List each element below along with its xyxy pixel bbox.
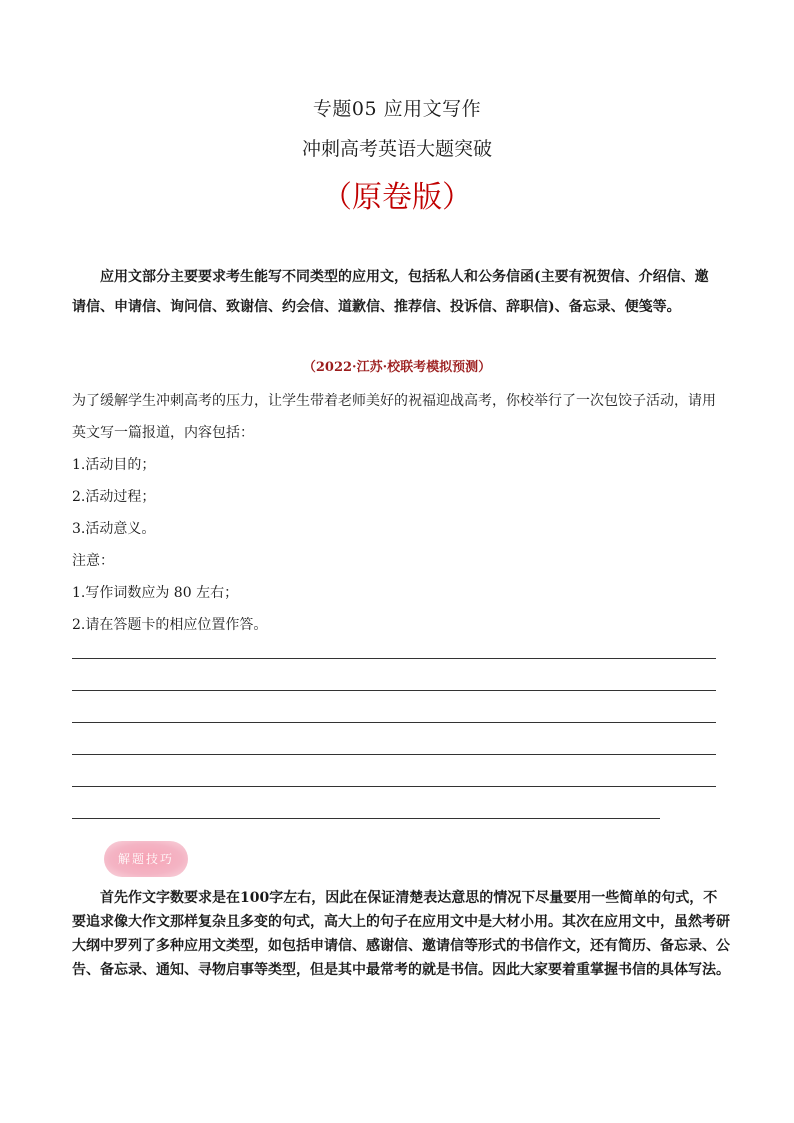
answer-line [72,658,716,659]
question-source: （2022·江苏·校联考模拟预测） [302,360,492,375]
intro-paragraph: 应用文部分主要要求考生能写不同类型的应用文，包括私人和公务信函(主要有祝贺信、介绍信、邀请信、申请信、询问信、致谢信、约会信、道歉信、推荐信、投诉信、辞职信)、备忘录、便笺等。 [72,269,709,315]
topic-title: 专题05 应用文写作 [312,98,482,120]
question-body [72,385,722,641]
note-item: 2.请在答题卡的相应位置作答。 [72,617,268,633]
answer-line [72,722,716,723]
answer-line [72,754,716,755]
note-item: 1.写作词数应为 80 左右； [72,585,239,601]
point-item: 1.活动目的； [72,457,156,473]
subtitle: 冲刺高考英语大题突破 [301,138,492,160]
tips-paragraph: 首先作文字数要求是在100字左右，因此在保证清楚表达意思的情况下尽量要用一些简单的句式，不要追求像大作文那样复杂且多变的句式，高大上的句子在应用文中是大材小用。其次在应用文中，虽然考研大纲中罗列了多种应用文类型，如包括申请信、感谢信、邀请信等形式的书信作文，还有简历、备忘录、公告、备忘录、通知、寻物启事等类型，但是其中最常考的就是书信。因此大家要着重掌握书信的具体写法。 [72,890,730,978]
tips-badge: 解题技巧 [104,841,188,877]
question-prompt: 为了缓解学生冲刺高考的压力，让学生带着老师美好的祝福迎战高考，你校举行了一次包饺子活动，请用英文写一篇报道，内容包括： [72,393,716,441]
point-item: 3.活动意义。 [72,521,156,537]
edition-label: （原卷版） [322,180,472,215]
answer-line [72,690,716,691]
answer-line [72,786,716,787]
notes-label: 注意： [72,553,114,569]
point-item: 2.活动过程； [72,489,156,505]
answer-line [72,818,660,819]
